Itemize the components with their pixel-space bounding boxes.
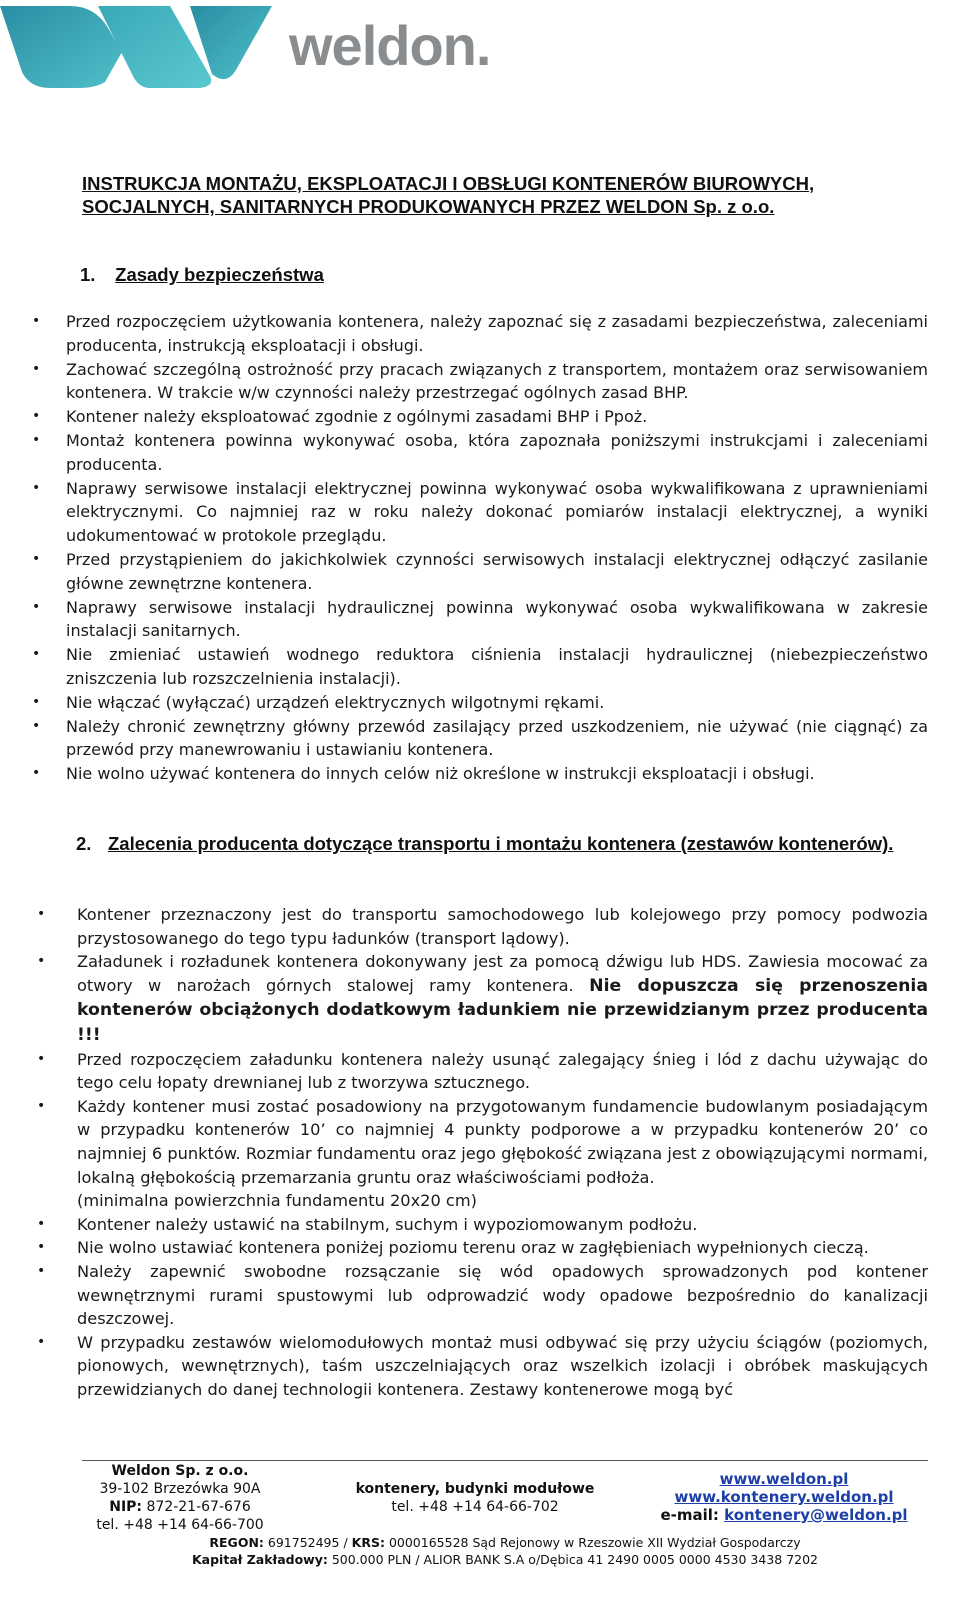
transport-rules-list	[77, 903, 928, 1401]
email-label: e-mail:	[660, 1506, 719, 1524]
capital-value: 500.000 PLN / ALIOR BANK S.A o/Dębica 41 2490 0005 0000 4530 3438 7202	[331, 1552, 819, 1567]
company-name: Weldon Sp. z o.o.	[111, 1463, 249, 1479]
item-text: Każdy kontener musi zostać posadowiony na przygotowanym fundamencie budowlanym posiadającym w przypadku kontenerów 10’ co najmniej 4 punkty podporowe a w przypadku kontenerów 20’ co najmniej 6 punktów. Rozmiar fundamentu oraz jego głębokość związana jest z obowiązującymi normami, lokalną głębokością przemarzania gruntu oraz właściwościami podłoża.	[77, 1096, 928, 1187]
list-item: • Nie wolno ustawiać kontenera poniżej poziomu terenu oraz w zagłębieniach wypełnionych cieczą.	[77, 1236, 928, 1260]
krs-label: KRS:	[351, 1535, 385, 1550]
footer-company-info	[82, 1462, 278, 1534]
company-phone: tel. +48 +14 64-66-700	[96, 1517, 264, 1533]
list-item: • Kontener należy eksploatować zgodnie z ogólnymi zasadami BHP i Ppoż.	[66, 405, 928, 429]
item-text: Załadunek i rozładunek kontenera dokonywany jest za pomocą dźwigu lub HDS. Zawiesia mocować za otwory w narożach górnych stalowej ramy kontenera.	[77, 952, 928, 995]
products-phone: tel. +48 +14 64-66-702	[391, 1499, 559, 1515]
products-title: kontenery, budynki modułowe	[355, 1481, 595, 1497]
logo-wordmark: weldon.	[289, 14, 491, 77]
nip-value: 872-21-67-676	[146, 1499, 251, 1515]
regon-line	[82, 1534, 928, 1551]
document-title	[82, 172, 902, 218]
section-title: Zalecenia producenta dotyczące transportu i montażu kontenera (zestawów kontenerów).	[108, 833, 894, 854]
footer-registration	[82, 1534, 928, 1568]
safety-rules-list	[66, 310, 928, 786]
list-item: • Przed rozpoczęciem załadunku kontenera należy usunąć zalegający śnieg i lód z dachu używając do tego celu łopaty drewnianej lub z tworzywa sztucznego.	[77, 1048, 928, 1095]
list-item: • Należy chronić zewnętrzny główny przewód zasilający przed uszkodzeniem, nie używać (nie ciągnąć) za przewód przy manewrowaniu i ustawianiu kontenera.	[66, 715, 928, 763]
section-number: 1.	[80, 264, 96, 285]
list-item: • Kontener należy ustawić na stabilnym, suchym i wypoziomowanym podłożu.	[77, 1213, 928, 1237]
warning-text: Nie dopuszcza się przenoszenia kontenerów obciążonych dodatkowym ładunkiem nie przewidzianym przez producenta !!!	[77, 975, 928, 1045]
list-item: • Przed przystąpieniem do jakichkolwiek czynności serwisowych instalacji elektrycznej odłączyć zasilanie główne zewnętrzne kontenera.	[66, 548, 928, 596]
list-item: • Naprawy serwisowe instalacji hydraulicznej powinna wykonywać osoba wykwalifikowana w zakresie instalacji sanitarnych.	[66, 596, 928, 644]
list-item: • Nie wolno używać kontenera do innych celów niż określone w instrukcji eksploatacji i obsługi.	[66, 762, 928, 786]
section-1-heading	[80, 264, 324, 286]
list-item: • Kontener przeznaczony jest do transportu samochodowego lub kolejowego przy pomocy podwozia przystosowanego do tego typu ładunków (transport lądowy).	[77, 903, 928, 950]
list-item: • W przypadku zestawów wielomodułowych montaż musi odbywać się przy użyciu ściągów (poziomych, pionowych, wewnętrznych), taśm uszczelniających oraz wszelkich izolacji i obróbek maskujących przewidzianych do danej technologii kontenera. Zestawy kontenerowe mogą być	[77, 1331, 928, 1402]
footer-divider	[82, 1460, 928, 1461]
list-item: • Naprawy serwisowe instalacji elektrycznej powinna wykonywać osoba wykwalifikowana z uprawnieniami elektrycznymi. Co najmniej raz w roku należy dokonać pomiarów instalacji elektrycznej, a wyniki udokumentować w protokole przeglądu.	[66, 477, 928, 548]
section-title: Zasady bezpieczeństwa	[115, 264, 324, 285]
website-link[interactable]: www.weldon.pl	[719, 1470, 849, 1488]
email-link[interactable]: kontenery@weldon.pl	[724, 1506, 908, 1524]
list-item: • Zachować szczególną ostrożność przy pracach związanych z transportem, montażem oraz serwisowaniem kontenera. W trakcie w/w czynności należy przestrzegać ogólnych zasad BHP.	[66, 358, 928, 406]
containers-website-link[interactable]: www.kontenery.weldon.pl	[674, 1488, 894, 1506]
krs-value: 0000165528 Sąd Rejonowy w Rzeszowie XII Wydział Gospodarczy	[388, 1535, 801, 1550]
company-nip	[82, 1498, 278, 1516]
company-address: 39-102 Brzezówka 90A	[99, 1481, 261, 1497]
section-number: 2.	[76, 833, 92, 854]
nip-label: NIP:	[109, 1499, 143, 1515]
regon-label: REGON:	[209, 1535, 264, 1550]
footer-links	[640, 1470, 928, 1524]
section-2-heading	[76, 832, 928, 856]
footer-products	[330, 1480, 620, 1516]
item-note: (minimalna powierzchnia fundamentu 20x20 cm)	[77, 1191, 477, 1211]
list-item	[77, 1095, 928, 1213]
list-item: • Przed rozpoczęciem użytkowania kontenera, należy zapoznać się z zasadami bezpieczeństwa, zaleceniami producenta, instrukcją eksploatacji i obsługi.	[66, 310, 928, 358]
title-line-2: SOCJALNYCH, SANITARNYCH PRODUKOWANYCH PRZEZ WELDON Sp. z o.o.	[82, 196, 775, 217]
capital-label: Kapitał Zakładowy:	[191, 1552, 328, 1567]
weldon-logo	[0, 0, 491, 92]
capital-line	[82, 1551, 928, 1568]
list-item: • Nie włączać (wyłączać) urządzeń elektrycznych wilgotnymi rękami.	[66, 691, 928, 715]
list-item	[77, 950, 928, 1047]
regon-value: 691752495 /	[267, 1535, 348, 1550]
list-item: • Należy zapewnić swobodne rozsączanie się wód opadowych sprowadzonych pod kontener wewnętrznymi rurami spustowymi lub odprowadzić wody opadowe bezpośrednio do kanalizacji deszczowej.	[77, 1260, 928, 1331]
list-item: • Montaż kontenera powinna wykonywać osoba, która zapoznała poniższymi instrukcjami i zaleceniami producenta.	[66, 429, 928, 477]
logo-mark-icon	[0, 0, 290, 92]
title-line-1: INSTRUKCJA MONTAŻU, EKSPLOATACJI I OBSŁUGI KONTENERÓW BIUROWYCH,	[82, 173, 815, 194]
list-item: • Nie zmieniać ustawień wodnego reduktora ciśnienia instalacji hydraulicznej (niebezpieczeństwo zniszczenia lub rozszczelnienia instalacji).	[66, 643, 928, 691]
